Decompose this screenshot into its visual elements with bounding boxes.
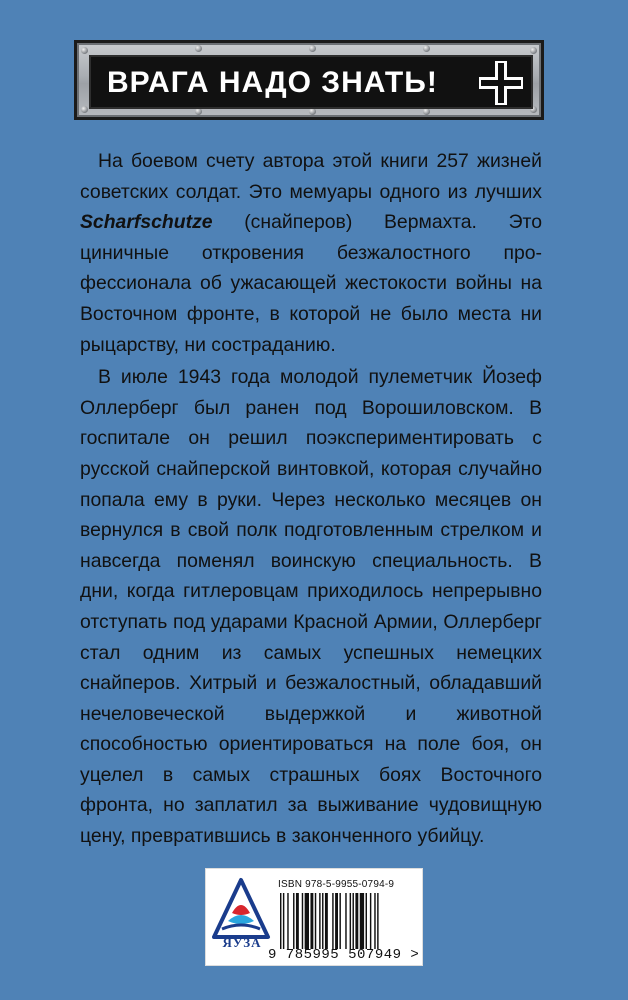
paragraph-1 [80,146,542,360]
barcode-bar [370,893,371,949]
series-title: ВРАГА НАДО ЗНАТЬ! [107,66,438,99]
barcode-bar [335,893,338,949]
barcode-bar [293,893,294,949]
barcode-bar [302,893,303,949]
rivet [195,108,202,115]
barcode-bars [278,893,416,949]
barcode-bar [296,893,299,949]
barcode-bar [283,893,284,949]
paragraph-1-end: (снайперов) Вермахта. Это циничные откровения безжалостного профессионала об ужасающей жестокости войны на Восточном фронте, в которой не было места ни рыцарству, ни состраданию. [80,211,542,356]
barcode-bar [360,893,364,949]
rivet [195,45,202,52]
barcode-bar [345,893,346,949]
rivet [309,45,316,52]
isbn-number: ISBN 978-5-9955-0794-9 [278,879,395,890]
rivet [309,108,316,115]
description-text [80,146,542,852]
barcode-bar [319,893,320,949]
barcode-bar [310,893,313,949]
rivet [423,108,430,115]
barcode-digits: 9 785995 507949 > [268,947,420,963]
barcode-bar [355,893,358,949]
barcode-bar [305,893,309,949]
barcode-bar [280,893,281,949]
publisher-logo-text: ЯУЗА [222,935,262,950]
title-plate [89,55,533,109]
balkenkreuz-icon [477,59,525,107]
paragraph-1-start: На боевом счету автора этой книги 257 жизней советских солдат. Это мемуары одного из лучших [80,150,542,203]
barcode-bar [377,893,378,949]
barcode-bar [366,893,367,949]
paragraph-2: В июле 1943 года молодой пулеметчик Йозеф Оллерберг был ранен под Ворошиловском. В госпитале он решил поэкспериментировать с русской снайперской винтовкой, которая случайно попала ему в руки. Через несколько месяцев он вернулся в свой полк подготовленным стрелком и навсегда поменял воинскую специальность. В дни, когда гитлеровцам приходилось непрерывно отступать под ударами Красной Армии, Оллерберг стал одним из самых успешных немецких снайперов. Хитрый и безжалостный, обладавший нечеловеческой выдержкой и животной способностью ориентироваться на поле боя, он уцелел в самых страшных боях Восточного фронта, но заплатил за выживание чудовищную цену, превратившись в законченного убийцу. [80,366,542,848]
barcode-bar [374,893,375,949]
barcode-bar [325,893,328,949]
rivet [530,47,537,54]
rivet [81,47,88,54]
barcode-bar [353,893,354,949]
barcode-bar [339,893,340,949]
rivet [81,106,88,113]
barcode-bar [332,893,333,949]
barcode-bar [287,893,288,949]
german-term: Scharfschutze [80,211,213,234]
barcode-bar [322,893,323,949]
barcode-box [205,868,423,966]
rivet [423,45,430,52]
barcode-bar [350,893,351,949]
title-banner [74,40,544,120]
barcode-bar [315,893,316,949]
